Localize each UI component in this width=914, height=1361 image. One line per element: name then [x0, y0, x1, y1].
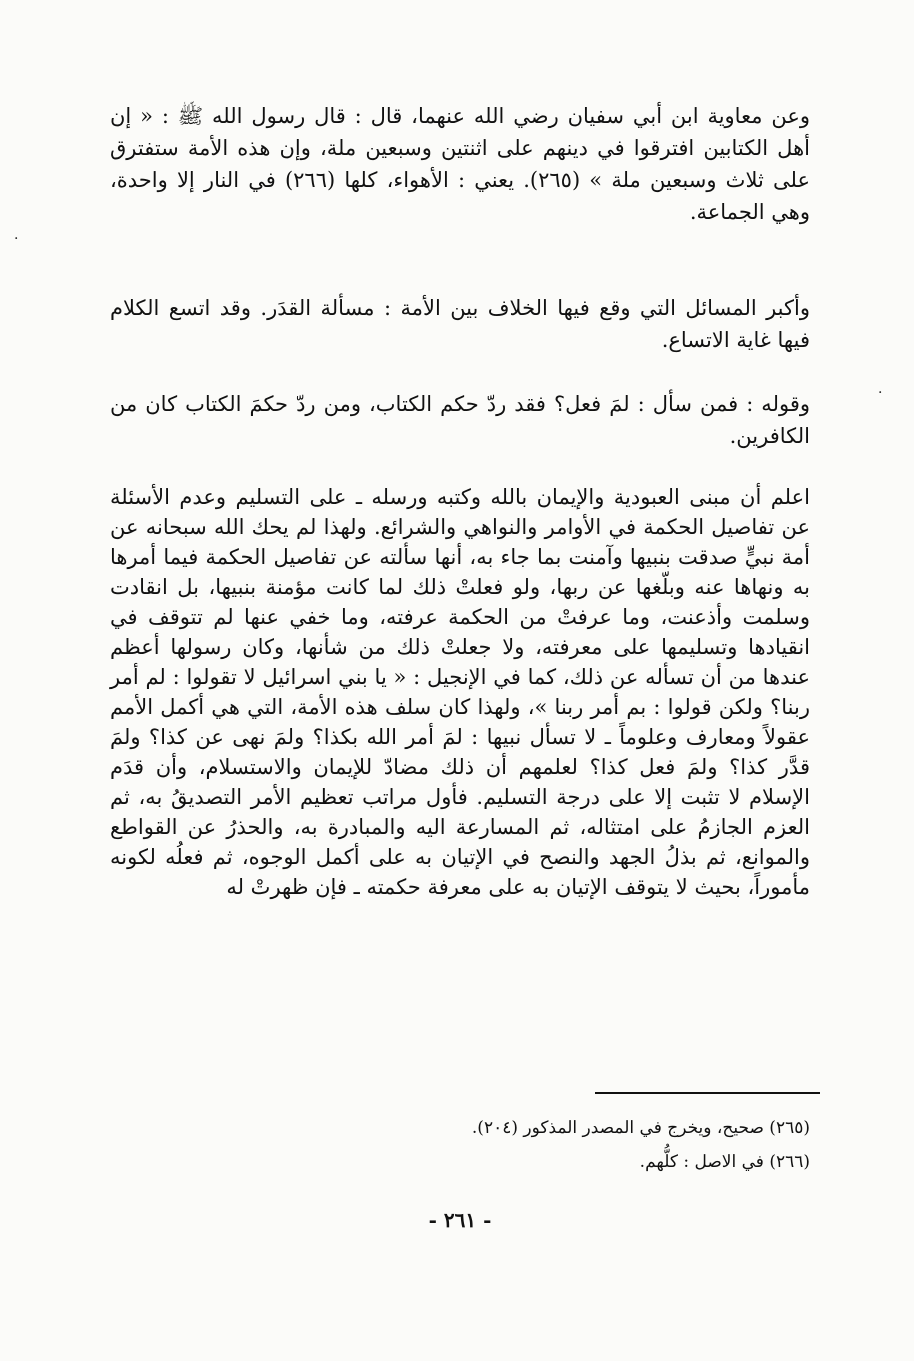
margin-dot: · [878, 385, 883, 401]
margin-dot: · [14, 231, 19, 247]
page-number: - ٢٦١ - [428, 1208, 492, 1232]
footnote-266: (٢٦٦) في الاصل : كلُّهم. [639, 1152, 810, 1172]
paragraph-hadith-sects: وعن معاوية ابن أبي سفيان رضي الله عنهما، قال : قال رسول الله ﷺ : « إن أهل الكتابين افترقوا في دينهم على اثنتين وسبعين ملة، وإن هذه الأمة ستفترق على ثلاث وسبعين ملة » (٢٦٥). يعني : الأهواء، كلها (٢٦٦) في النار إلا واحدة، وهي الجماعة. [110, 104, 810, 224]
footnote-265: (٢٦٥) صحيح، ويخرج في المصدر المذكور (٢٠٤). [471, 1118, 810, 1138]
paragraph-quote-who-asks: وقوله : فمن سأل : لمَ فعل؟ فقد ردّ حكم الكتاب، ومن ردّ حكمَ الكتاب كان من الكافرين. [110, 392, 810, 448]
paragraph-submission: اعلم أن مبنى العبودية والإيمان بالله وكتبه ورسله ـ على التسليم وعدم الأسئلة عن تفاصيل الحكمة في الأوامر والنواهي والشرائع. ولهذا لم يحك الله سبحانه عن أمة نبيٍّ صدقت بنبيها وآمنت بما جاء به، أنها سألته عن تفاصيل الحكمة فيما أمرها به ونهاها عنه وبلّغها عن ربها، ولو فعلتْ ذلك لما كانت مؤمنة بنبيها، بل انقادت وسلمت وأذعنت، وما عرفتْ من الحكمة عرفته، وما خفي عنها لم تتوقف في انقيادها وتسليمها على معرفته، ولا جعلتْ ذلك من شأنها، وكان رسولها أعظم عندها من أن تسأله عن ذلك، كما في الإنجيل : « يا بني اسرائيل لا تقولوا : لم أمر ربنا؟ ولكن قولوا : بم أمر ربنا »، ولهذا كان سلف هذه الأمة، التي هي أكمل الأمم عقولاً ومعارف وعلوماً ـ لا تسأل نبيها : لمَ أمر الله بكذا؟ ولمَ نهى عن كذا؟ ولمَ قدَّر كذا؟ ولمَ فعل كذا؟ لعلمهم أن ذلك مضادّ للإيمان والاستسلام، وأن قدَم الإسلام لا تثبت إلا على درجة التسليم. فأول مراتب تعظيم الأمر التصديقُ به، ثم العزم الجازمُ على امتثاله، ثم المسارعة اليه والمبادرة به، والحذرُ عن القواطع والموانع، ثم بذلُ الجهد والنصح في الإتيان به على أكمل الوجوه، ثم فعلُه لكونه مأموراً، بحيث لا يتوقف الإتيان به على معرفة حكمته ـ فإن ظهرتْ له [110, 485, 810, 899]
footnote-divider [595, 1092, 820, 1094]
paragraph-qadar-issue: وأكبر المسائل التي وقع فيها الخلاف بين الأمة : مسألة القدَر. وقد اتسع الكلام فيها غاية الاتساع. [110, 296, 810, 352]
